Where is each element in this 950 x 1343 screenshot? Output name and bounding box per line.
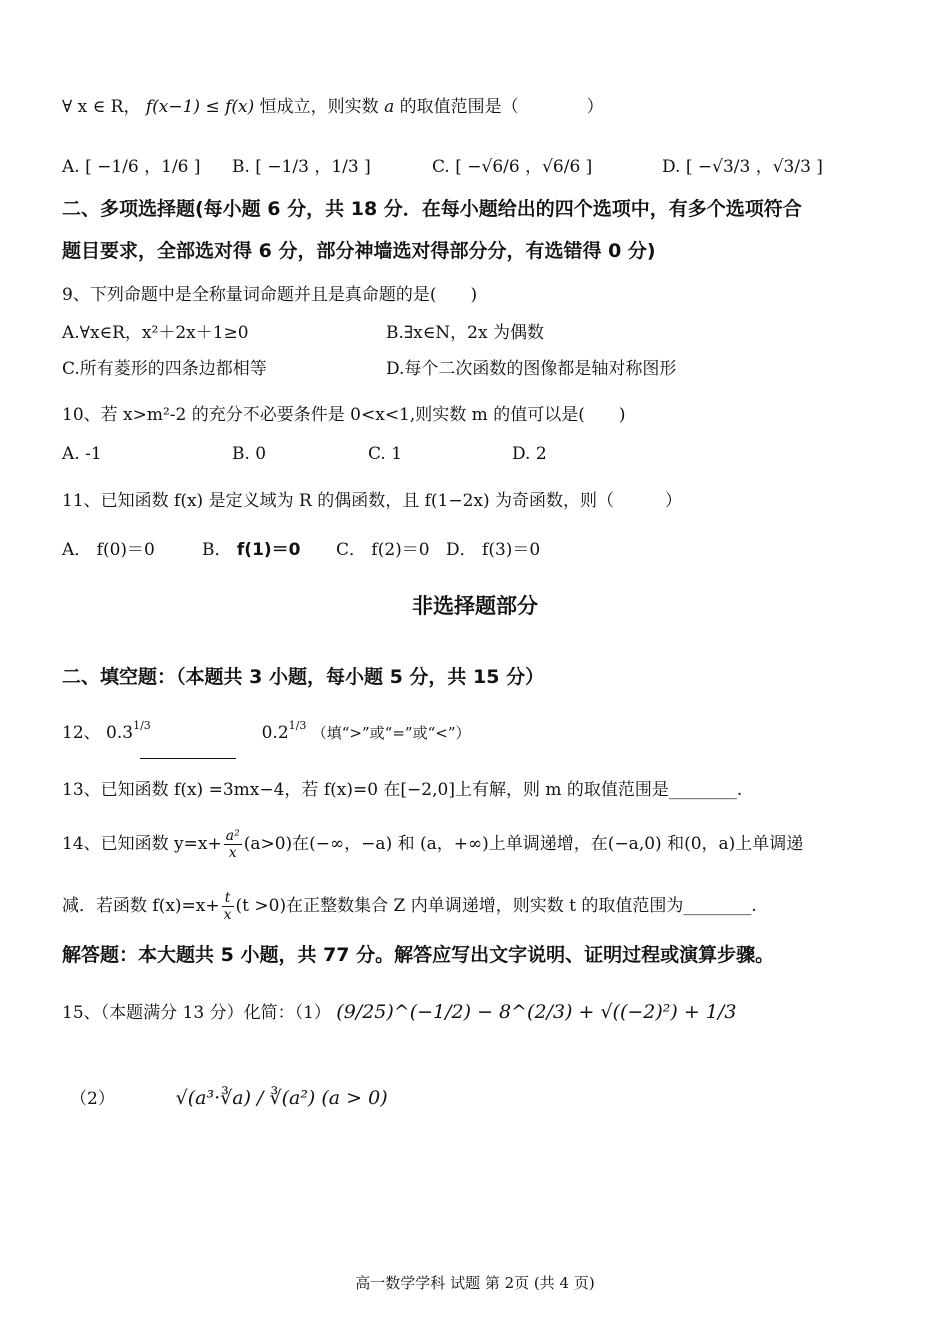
q12-base1: 0.3 bbox=[106, 723, 134, 743]
q10-option-a: A. -1 bbox=[62, 444, 102, 464]
section2-line2: 题目要求，全部选对得 6 分，部分神墙选对得部分分，有选错得 0 分) bbox=[62, 240, 656, 262]
q14-frac2-num: t bbox=[222, 890, 234, 907]
q11-option-b-label: B． bbox=[202, 540, 232, 560]
q14-line1-pre: 14、已知函数 y=x+ bbox=[62, 834, 222, 855]
q10-stem: 10、若 x>m²-2 的充分不必要条件是 0<x<1,则实数 m 的值可以是( ) bbox=[62, 405, 626, 425]
q14-fraction2 bbox=[222, 890, 234, 923]
q8-option-c: C. [ −√6/6 ，√6/6 ] bbox=[432, 157, 593, 177]
q8-stem-expr: f(x−1) ≤ f(x) bbox=[145, 97, 255, 117]
part-title: 非选择题部分 bbox=[412, 594, 538, 618]
q10-option-d: D. 2 bbox=[512, 444, 547, 464]
q14-frac-num: a² bbox=[225, 828, 240, 844]
q12-answer-blank bbox=[140, 758, 236, 759]
q8-stem-end: 的取值范围是（ ） bbox=[399, 97, 604, 117]
q8-stem-var: a bbox=[384, 97, 395, 117]
q12 bbox=[62, 718, 470, 743]
section2-line1: 二、多项选择题(每小题 6 分，共 18 分．在每小题给出的四个选项中，有多个选项符合 bbox=[62, 198, 802, 220]
q14-fraction bbox=[224, 828, 242, 861]
q14-line2-pre: 减．若函数 f(x)=x+ bbox=[62, 896, 220, 917]
q15-label: 15、（本题满分 13 分）化简：（1） bbox=[62, 1003, 331, 1023]
q15-label2: （2） bbox=[70, 1089, 115, 1109]
q14-line2 bbox=[62, 890, 757, 923]
q8-stem-pre: ∀ x ∈ R， bbox=[62, 97, 141, 117]
q14-line2-post: (t >0)在正整数集合 Z 内单调递增，则实数 t 的取值范围为________. bbox=[235, 896, 757, 917]
q8-option-d: D. [ −√3/3 ，√3/3 ] bbox=[662, 157, 823, 177]
q14-frac2-den: x bbox=[223, 907, 232, 924]
q8-option-a: A. [ −1/6 ，1/6 ] bbox=[62, 157, 201, 177]
section3-heading: 二、填空题：（本题共 3 小题，每小题 5 分，共 15 分） bbox=[62, 666, 545, 688]
q9-stem: 9、下列命题中是全称量词命题并且是真命题的是( ) bbox=[62, 285, 478, 305]
q11-option-c: C． f(2)＝0 bbox=[336, 540, 430, 560]
q12-label: 12、 bbox=[62, 723, 101, 743]
q11-stem: 11、已知函数 f(x) 是定义域为 R 的偶函数，且 f(1−2x) 为奇函数，则（ ） bbox=[62, 491, 683, 511]
q9-option-d: D.每个二次函数的图像都是轴对称图形 bbox=[386, 359, 677, 379]
q15-expr2: √(a³·∛a) / ∛(a²) (a > 0) bbox=[175, 1087, 388, 1109]
q12-hint: （填“>”或“=”或“<”） bbox=[311, 724, 471, 742]
section4-heading: 解答题：本大题共 5 小题，共 77 分。解答应写出文字说明、证明过程或演算步骤。 bbox=[62, 944, 775, 966]
q8-option-b: B. [ −1/3 ，1/3 ] bbox=[232, 157, 371, 177]
q12-base2: 0.2 bbox=[261, 723, 289, 743]
q15-part2 bbox=[70, 1084, 388, 1109]
q11-option-d: D． f(3)＝0 bbox=[446, 540, 541, 560]
q14-line1 bbox=[62, 828, 803, 861]
q12-exp1: 1/3 bbox=[133, 719, 151, 732]
q11-option-a: A． f(0)＝0 bbox=[62, 540, 155, 560]
q9-option-b: B.∃x∈N，2x 为偶数 bbox=[386, 323, 544, 343]
q15-part1 bbox=[62, 998, 736, 1023]
q9-option-c: C.所有菱形的四条边都相等 bbox=[62, 359, 267, 379]
q14-line1-post: (a>0)在(−∞，−a) 和 (a，+∞)上单调递增，在(−a,0) 和(0，a)上单调递 bbox=[243, 834, 804, 855]
q8-stem bbox=[62, 92, 604, 117]
q8-stem-post: 恒成立，则实数 bbox=[259, 97, 379, 117]
q9-option-a: A.∀x∈R，x²＋2x＋1≥0 bbox=[62, 323, 249, 343]
q10-option-c: C. 1 bbox=[368, 444, 403, 464]
q10-option-b: B. 0 bbox=[232, 444, 267, 464]
q15-expr1: (9/25)^(−1/2) − 8^(2/3) + √((−2)²) + 1/3 bbox=[336, 1001, 737, 1023]
q11-option-b bbox=[202, 535, 301, 560]
q14-frac-den: x bbox=[228, 845, 237, 862]
q13: 13、已知函数 f(x) =3mx−4，若 f(x)=0 在[−2,0]上有解，则 m 的取值范围是________. bbox=[62, 780, 743, 800]
page-footer: 高一数学学科 试题 第 2页 (共 4 页) bbox=[355, 1274, 595, 1292]
q11-option-b-text: f(1)＝0 bbox=[236, 540, 301, 560]
q12-exp2: 1/3 bbox=[288, 719, 307, 732]
